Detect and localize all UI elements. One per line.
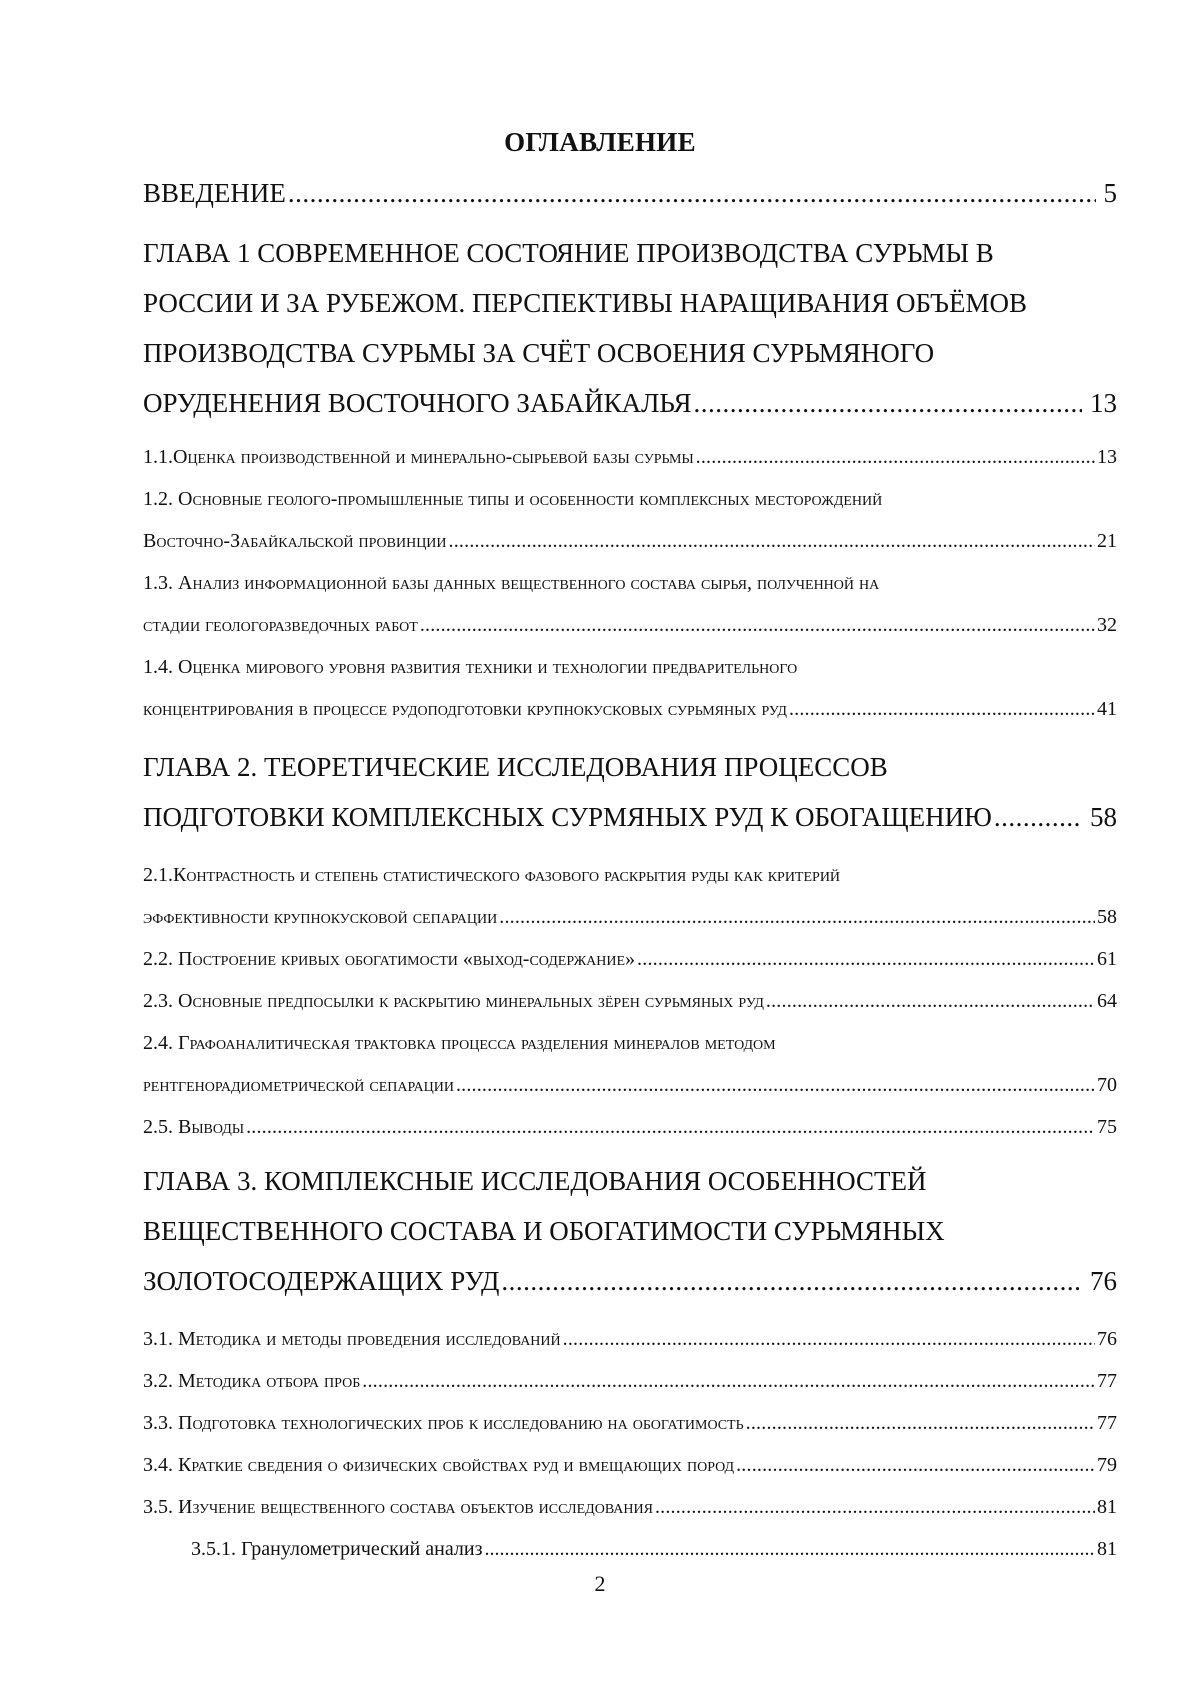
dot-leader [655,1486,1095,1528]
toc-entry-3-5[interactable] [143,1486,1117,1528]
toc-entry-2-2[interactable] [143,938,1117,980]
toc-entry-text: 2.3. Основные предпосылки к раскрытию минеральных зёрен сурьмяных руд [143,990,764,1012]
toc-page-number: 79 [1097,1454,1117,1476]
toc-page-number: 41 [1097,698,1117,720]
dot-leader [694,378,1083,428]
toc-entry-3-1[interactable] [143,1318,1117,1360]
toc-entry-text: Оценка производственной и минерально-сырьевой базы сурьмы [173,446,694,468]
toc-entry-2-3[interactable] [143,980,1117,1022]
toc-entry-chapter-2[interactable] [143,742,1117,842]
toc-entry-2-5[interactable] [143,1106,1117,1148]
toc-entry-text: концентрирования в процессе рудоподготовки крупнокусковых сурьмяных руд [143,698,787,720]
toc-entry-text: 1.4. Оценка мирового уровня развития техники и технологии предварительного [143,656,798,678]
dot-leader [288,168,1096,218]
dot-leader [362,1360,1095,1402]
toc-entry-text: стадии геологоразведочных работ [143,614,418,636]
toc-page-number: 5 [1103,178,1117,208]
toc-entry-text: 3.5. Изучение вещественного состава объектов исследования [143,1496,653,1518]
toc-entry-text: 3.5.1. Гранулометрический анализ [191,1538,483,1560]
toc-page-number: 75 [1097,1116,1117,1138]
dot-leader [484,1528,1095,1570]
toc-page-number: 13 [1090,388,1117,418]
toc-entry-text: 2.2. Построение кривых обогатимости «выход-содержание» [143,948,636,970]
toc-entry-text: ОРУДЕНЕНИЯ ВОСТОЧНОГО ЗАБАЙКАЛЬЯ [143,388,692,418]
toc-entry-text: ПОДГОТОВКИ КОМПЛЕКСНЫХ СУРМЯНЫХ РУД К ОБОГАЩЕНИЮ [143,802,992,832]
dot-leader [420,604,1095,646]
toc-title: ОГЛАВЛЕНИЕ [504,127,696,157]
toc-page-number: 58 [1097,906,1117,928]
toc-entry-chapter-1[interactable] [143,228,1117,428]
toc-entry-text: РОССИИ И ЗА РУБЕЖОМ. ПЕРСПЕКТИВЫ НАРАЩИВАНИЯ ОБЪЁМОВ [143,288,1027,318]
dot-leader [637,938,1095,980]
toc-page-number: 76 [1090,1266,1117,1296]
toc-entry-text: 3.4. Краткие сведения о физических свойствах руд и вмещающих пород [143,1454,735,1476]
toc-entry-text: ПРОИЗВОДСТВА СУРЬМЫ ЗА СЧЁТ ОСВОЕНИЯ СУРЬМЯНОГО [143,338,935,368]
dot-leader [456,1064,1095,1106]
toc-page-number: 32 [1097,614,1117,636]
toc-page-number: 13 [1097,446,1117,468]
toc-entry-text: Восточно-Забайкальской провинции [143,530,447,552]
toc-page-number: 81 [1097,1496,1117,1518]
toc-entry-text: ГЛАВА 1 СОВРЕМЕННОЕ СОСТОЯНИЕ ПРОИЗВОДСТВА СУРЬМЫ В [143,238,994,268]
toc-entry-text: 1.3. Анализ информационной базы данных вещественного состава сырья, полученной на [143,572,880,594]
toc-entry-3-3[interactable] [143,1402,1117,1444]
toc-entry-text: ЗОЛОТОСОДЕРЖАЩИХ РУД [143,1266,500,1296]
dot-leader [736,1444,1095,1486]
toc-entry-2-4[interactable] [143,1022,1117,1106]
dot-leader [501,1256,1082,1306]
toc-page-number: 21 [1097,530,1117,552]
dot-leader [696,436,1095,478]
toc-entry-3-2[interactable] [143,1360,1117,1402]
dot-leader [449,520,1095,562]
toc-entry-text: 3.2. Методика отбора проб [143,1370,361,1392]
toc-entry-intro[interactable] [143,168,1117,218]
toc-entry-3-4[interactable] [143,1444,1117,1486]
toc-entry-1-2[interactable] [143,478,1117,562]
toc-page-number: 58 [1090,802,1117,832]
toc-page-number: 81 [1097,1538,1117,1560]
dot-leader [746,1402,1095,1444]
toc-entry-text: эффективности крупнокусковой сепарации [143,906,498,928]
toc-page-number: 77 [1097,1370,1117,1392]
toc-entry-text: 1.2. Основные геолого-промышленные типы и особенности комплексных месторождений [143,488,883,510]
dot-leader [789,688,1095,730]
toc-entry-1-3[interactable] [143,562,1117,646]
section-number: 1.1. [143,446,173,468]
toc-entry-text: ВЕЩЕСТВЕННОГО СОСТАВА И ОБОГАТИМОСТИ СУРЬМЯНЫХ [143,1216,945,1246]
toc-entry-text: 3.3. Подготовка технологических проб к исследованию на обогатимость [143,1412,744,1434]
toc-entry-3-5-1[interactable] [191,1528,1117,1570]
toc-entry-text: 3.1. Методика и методы проведения исследований [143,1328,561,1350]
dot-leader [766,980,1095,1022]
page-number: 2 [594,1571,606,1596]
toc-entry-text: 2.5. Выводы [143,1116,245,1138]
toc-entry-text: 2.1.Контрастность и степень статистического фазового раскрытия руды как критерий [143,864,841,886]
toc-entry-text: рентгенорадиометрической сепарации [143,1074,454,1096]
toc-entry-text: ГЛАВА 2. ТЕОРЕТИЧЕСКИЕ ИССЛЕДОВАНИЯ ПРОЦЕССОВ [143,752,888,782]
toc-page-number: 70 [1097,1074,1117,1096]
dot-leader [246,1106,1095,1148]
toc-page-number: 61 [1097,948,1117,970]
dot-leader [994,792,1082,842]
toc-entry-1-4[interactable] [143,646,1117,730]
toc-entry-1-1[interactable] [143,436,1117,478]
dot-leader [499,896,1095,938]
toc-entry-text: 2.4. Графоаналитическая трактовка процесса разделения минералов методом [143,1032,776,1054]
toc-entry-text: ГЛАВА 3. КОМПЛЕКСНЫЕ ИССЛЕДОВАНИЯ ОСОБЕННОСТЕЙ [143,1166,927,1196]
toc-entry-2-1[interactable] [143,854,1117,938]
toc-page-number: 77 [1097,1412,1117,1434]
toc-page-number: 76 [1097,1328,1117,1350]
toc-entry-chapter-3[interactable] [143,1156,1117,1306]
toc-entry-text: ВВЕДЕНИЕ [143,178,286,208]
dot-leader [563,1318,1095,1360]
toc-page-number: 64 [1097,990,1117,1012]
